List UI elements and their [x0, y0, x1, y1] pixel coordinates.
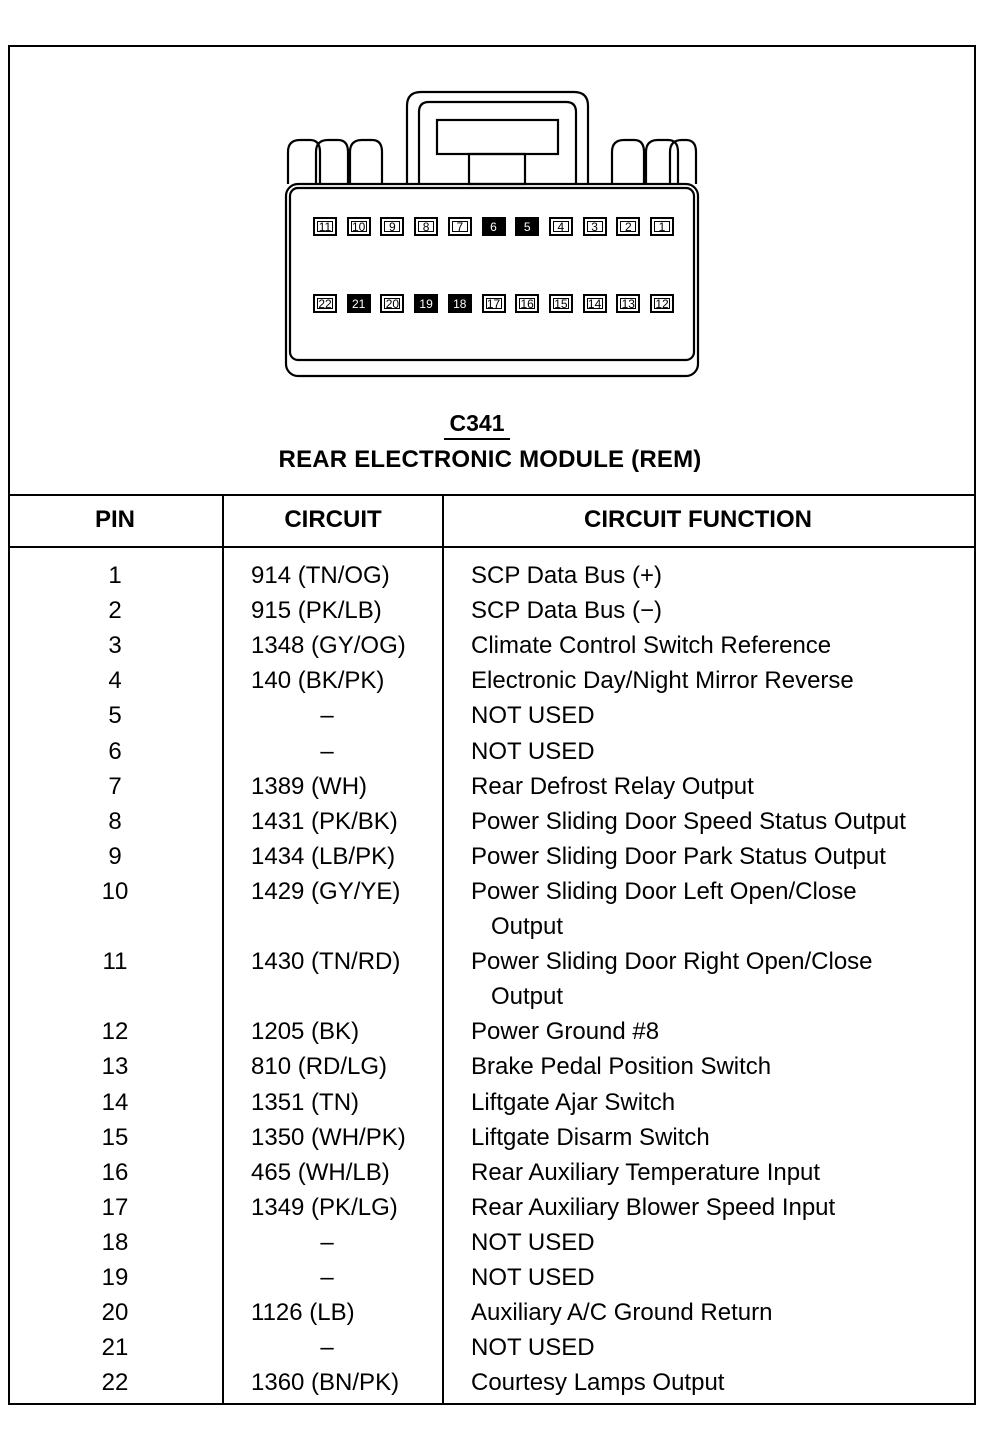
function-text: Rear Auxiliary Blower Speed Input: [471, 1193, 836, 1221]
pin-cell: 3: [108, 632, 122, 660]
function-cell: [471, 593, 662, 628]
pin-cavity: [549, 217, 573, 236]
function-cell: [471, 1014, 659, 1049]
pin-number: 18: [453, 296, 467, 311]
pin-cavity: [515, 217, 539, 236]
function-cell: [471, 1190, 835, 1225]
pin-cavity: [482, 294, 506, 313]
function-cell: [471, 698, 595, 733]
circuit-cell: 810 (RD/LG): [251, 1053, 388, 1081]
circuit-cell: 1434 (LB/PK): [251, 842, 396, 870]
function-text: Electronic Day/Night Mirror Reverse: [471, 667, 854, 695]
circuit-cell: 140 (BK/PK): [251, 667, 385, 695]
function-text: Rear Auxiliary Temperature Input: [471, 1158, 821, 1186]
function-cell: [471, 874, 857, 944]
header-pin: PIN: [94, 506, 135, 533]
circuit-cell: –: [320, 737, 334, 765]
circuit-cell: 1429 (GY/YE): [251, 877, 401, 905]
circuit-cell: 914 (TN/OG): [251, 562, 390, 589]
function-text: Rear Defrost Relay Output: [471, 772, 754, 800]
column-divider-1: [222, 494, 224, 1405]
pin-cavity: [583, 294, 607, 313]
pin-cell: 14: [101, 1088, 129, 1116]
pin-cell: 4: [108, 667, 122, 695]
pin-cell: 8: [108, 807, 122, 835]
pin-cavity: [347, 217, 371, 236]
pin-cell: 16: [101, 1158, 129, 1186]
pin-number: 8: [422, 219, 430, 234]
function-text: NOT USED: [471, 1334, 595, 1362]
circuit-cell: 1349 (PK/LG): [251, 1193, 398, 1221]
circuit-cell: 1389 (WH): [251, 772, 368, 800]
function-text: Power Sliding Door Speed Status Output: [471, 807, 906, 835]
circuit-cell: 1348 (GY/OG): [251, 632, 406, 660]
function-text: NOT USED: [471, 1228, 595, 1256]
pin-number: 16: [520, 296, 534, 311]
function-text: SCP Data Bus (+): [471, 562, 662, 589]
connector-drawing: [0, 0, 1002, 400]
pin-cavity: [347, 294, 371, 313]
pin-number: 21: [352, 296, 366, 311]
header-circuit: CIRCUIT: [284, 506, 382, 533]
pin-number: 6: [490, 219, 497, 234]
function-cell: [471, 1295, 772, 1330]
title-divider: [8, 494, 976, 496]
pin-cell: 9: [108, 842, 122, 870]
circuit-cell: –: [320, 1334, 334, 1362]
function-cell: [471, 558, 662, 593]
function-cell: [471, 1225, 595, 1260]
function-cell: [471, 1260, 595, 1295]
function-text: Auxiliary A/C Ground Return: [471, 1299, 773, 1327]
pin-number: 22: [318, 296, 332, 311]
function-text: NOT USED: [471, 737, 595, 765]
function-cell: [471, 769, 754, 804]
pin-cell: 21: [101, 1334, 129, 1362]
circuit-cell: 1126 (LB): [251, 1299, 355, 1327]
pin-cavity: [650, 294, 674, 313]
pin-cell: 10: [101, 877, 129, 905]
function-cell: [471, 1085, 675, 1120]
function-cell: [471, 1049, 771, 1084]
pin-cavity: [583, 217, 607, 236]
circuit-cell: 1351 (TN): [251, 1088, 360, 1116]
function-cell: [471, 663, 854, 698]
pin-cavity: [616, 217, 640, 236]
function-cell: [471, 734, 595, 769]
pin-cell: 19: [101, 1264, 129, 1291]
function-text: Brake Pedal Position Switch: [471, 1053, 772, 1081]
function-cell: [471, 804, 906, 839]
function-text: SCP Data Bus (−): [471, 597, 662, 625]
pin-cavity: [313, 294, 337, 313]
function-text: Power Sliding Door Right Open/Close: [471, 948, 873, 976]
pin-cell: 18: [101, 1228, 129, 1256]
function-text: NOT USED: [471, 702, 595, 730]
function-cell: [471, 1330, 595, 1365]
circuit-cell: –: [320, 1228, 334, 1256]
function-text-continued: Output: [491, 983, 564, 1011]
pin-cell: 7: [108, 772, 122, 800]
pin-number: 9: [389, 219, 396, 234]
pin-number: 5: [523, 219, 531, 234]
circuit-cell: 1350 (WH/PK): [251, 1123, 406, 1151]
pin-number: 14: [587, 296, 602, 311]
pin-cavity: [380, 217, 404, 236]
function-cell: [471, 1365, 724, 1400]
function-text: Power Ground #8: [471, 1018, 660, 1046]
function-cell: [471, 839, 886, 874]
pin-number: 13: [621, 296, 635, 311]
circuit-cell: 465 (WH/LB): [251, 1158, 390, 1186]
column-divider-2: [442, 494, 444, 1405]
pin-cavity: [448, 217, 472, 236]
function-text: Liftgate Disarm Switch: [471, 1123, 710, 1151]
module-name: REAR ELECTRONIC MODULE (REM): [278, 446, 702, 473]
pin-cell: 15: [101, 1123, 129, 1151]
function-cell: [471, 1155, 820, 1190]
pin-cell: 5: [108, 702, 122, 730]
function-cell: [471, 944, 873, 1014]
function-text: Courtesy Lamps Output: [471, 1369, 725, 1397]
pin-cavity: [650, 217, 674, 236]
circuit-cell: 1360 (BN/PK): [251, 1369, 400, 1397]
function-text: NOT USED: [471, 1264, 595, 1291]
pin-number: 12: [655, 296, 669, 311]
pin-cell: 1: [108, 562, 122, 589]
pin-number: 17: [486, 296, 501, 311]
pin-number: 7: [456, 219, 464, 234]
function-text: Climate Control Switch Reference: [471, 632, 832, 660]
header-circuit-function: CIRCUIT FUNCTION: [584, 506, 812, 533]
pin-number: 4: [557, 219, 565, 234]
function-text-continued: Output: [491, 912, 564, 940]
pin-number: 20: [385, 296, 400, 311]
pin-cell: 11: [102, 948, 128, 976]
pin-cell: 6: [108, 737, 122, 765]
pin-cell: 22: [101, 1369, 129, 1397]
function-text: Liftgate Ajar Switch: [471, 1088, 676, 1116]
function-text: Power Sliding Door Park Status Output: [471, 842, 886, 870]
pin-cavity: [313, 217, 337, 236]
pin-cell: 13: [101, 1053, 129, 1081]
pin-number: 15: [554, 296, 568, 311]
function-text: Power Sliding Door Left Open/Close: [471, 877, 857, 905]
pin-cell: 20: [101, 1299, 129, 1327]
pin-cavity: [616, 294, 640, 313]
pin-cavity: [515, 294, 539, 313]
pin-number: 1: [658, 219, 666, 234]
pin-cell: 2: [108, 597, 122, 625]
pin-cavity: [414, 217, 438, 236]
pin-number: 11: [318, 219, 332, 234]
circuit-cell: 1430 (TN/RD): [251, 948, 401, 976]
pin-cavity: [448, 294, 472, 313]
pin-number: 2: [624, 219, 632, 234]
circuit-cell: 1205 (BK): [251, 1018, 360, 1046]
pin-cell: 12: [101, 1018, 129, 1046]
pin-number: 19: [419, 296, 433, 311]
pin-cell: 17: [101, 1193, 129, 1221]
pin-cavity: [414, 294, 438, 313]
circuit-cell: –: [320, 1264, 334, 1291]
pin-cavity: [482, 217, 506, 236]
pin-cavity: [549, 294, 573, 313]
connector-id: C341: [444, 408, 510, 440]
function-cell: [471, 1120, 710, 1155]
pin-cavity: [380, 294, 404, 313]
pin-number: 10: [352, 219, 366, 234]
function-cell: [471, 628, 831, 663]
pin-number: 3: [591, 219, 598, 234]
circuit-cell: 1431 (PK/BK): [251, 807, 398, 835]
circuit-cell: –: [320, 702, 334, 730]
header-divider: [8, 546, 976, 548]
circuit-cell: 915 (PK/LB): [251, 597, 382, 625]
